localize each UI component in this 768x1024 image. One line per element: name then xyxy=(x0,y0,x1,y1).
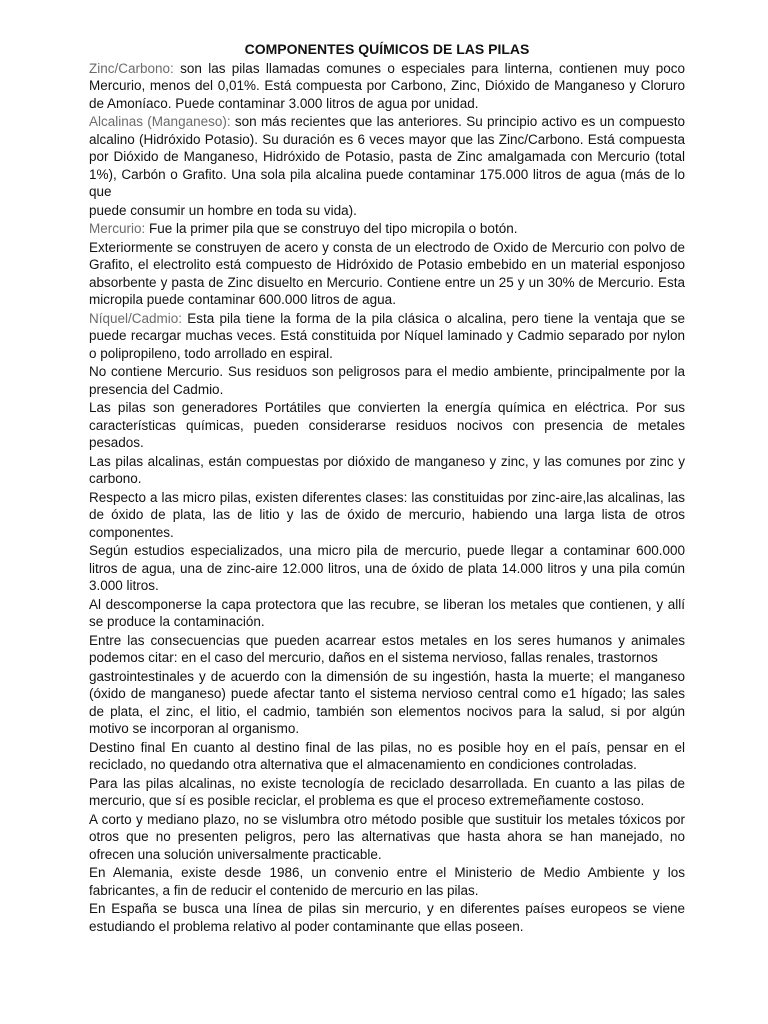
paragraph-text: Al descomponerse la capa protectora que las recubre, se liberan los metales que contienen, y allí se produce la contaminación. xyxy=(89,596,685,629)
paragraph xyxy=(89,60,685,113)
paragraph xyxy=(89,310,685,363)
paragraph xyxy=(89,596,685,631)
paragraph-lead-term: Mercurio: xyxy=(89,221,146,236)
paragraph xyxy=(89,113,685,201)
document-page xyxy=(89,41,685,936)
document-title: COMPONENTES QUÍMICOS DE LAS PILAS xyxy=(244,41,530,57)
paragraph-text: Respecto a las micro pilas, existen diferentes clases: las constituidas por zinc-aire,las alcalinas, las de óxido de plata, las de litio y las de óxido de mercurio, habiendo una larga lista de otros componentes. xyxy=(89,489,685,540)
paragraph-text: En Alemania, existe desde 1986, un convenio entre el Ministerio de Medio Ambiente y los fabricantes, a fin de reducir el contenido de mercurio en las pilas. xyxy=(89,865,685,898)
paragraph-text: Las pilas son generadores Portátiles que convierten la energía química en eléctrica. Por sus características químicas, pueden considerarse residuos nocivos con presencia de metales pesados. xyxy=(89,400,685,450)
paragraph xyxy=(89,739,685,774)
paragraph-text: son las pilas llamadas comunes o especiales para linterna, contienen muy poco Mercurio, menos del 0,01%. Está compuesta por Carbono, Zinc, Dióxido de Manganeso y Cloruro de Amoníaco. Puede contaminar 3.000 litros de agua por unidad. xyxy=(89,60,685,111)
paragraph xyxy=(89,363,685,398)
paragraph xyxy=(89,239,685,309)
paragraph-text: Destino final En cuanto al destino final de las pilas, no es posible hoy en el país, pensar en el reciclado, no quedando otra alternativa que el almacenamiento en condiciones controladas. xyxy=(89,739,685,772)
paragraph-text: No contiene Mercurio. Sus residuos son peligrosos para el medio ambiente, principalmente por la presencia del Cadmio. xyxy=(89,364,685,397)
paragraph xyxy=(89,399,685,452)
paragraph xyxy=(89,453,685,488)
paragraph-text: puede consumir un hombre en toda su vida). xyxy=(89,202,357,218)
paragraph-lead-term: Alcalinas (Manganeso): xyxy=(89,114,231,129)
paragraph xyxy=(89,202,685,220)
paragraph xyxy=(89,775,685,810)
paragraph-text: Entre las consecuencias que pueden acarrear estos metales en los seres humanos y animales podemos citar: en el caso del mercurio, daños en el sistema nervioso, fallas renales, trastornos xyxy=(89,632,685,665)
paragraph xyxy=(89,864,685,899)
paragraph xyxy=(89,632,685,667)
paragraph xyxy=(89,811,685,864)
paragraph-lead-term: Zinc/Carbono: xyxy=(89,60,174,76)
document-body xyxy=(89,60,685,936)
paragraph xyxy=(89,542,685,595)
paragraph xyxy=(89,220,685,238)
paragraph xyxy=(89,489,685,542)
paragraph-text: A corto y mediano plazo, no se vislumbra otro método posible que sustituir los metales tóxicos por otros que no presenten peligros, pero las alternativas que hasta ahora se han manejado, no ofrecen una solución universalmente practicable. xyxy=(89,811,685,862)
paragraph-text: Fue la primer pila que se construyo del tipo micropila o botón. xyxy=(145,221,518,236)
paragraph-lead-term: Níquel/Cadmio: xyxy=(89,310,183,326)
paragraph-text: gastrointestinales y de acuerdo con la dimensión de su ingestión, hasta la muerte; el manganeso (óxido de manganeso) puede afectar tanto el sistema nervioso central como e1 hígado; las sales de plata, el zinc, el litio, el cadmio, también son elementos nocivos para la salud, si por algún motivo se incorporan al organismo. xyxy=(89,668,685,736)
paragraph-text: Esta pila tiene la forma de la pila clásica o alcalina, pero tiene la ventaja que se puede recargar muchas veces. Está constituida por Níquel laminado y Cadmio separado por nylon o polipropileno, todo arrollado en espiral. xyxy=(89,310,685,361)
paragraph xyxy=(89,900,685,935)
paragraph-text: son más recientes que las anteriores. Su principio activo es un compuesto alcalino (Hidróxido Potasio). Su duración es 6 veces mayor que las Zinc/Carbono. Está compuesta por Dióxido de Manganeso, Hidróxido de Potasio, pasta de Zinc amalgamada con Mercurio (total 1%), Carbón o Grafito. Una sola pila alcalina puede contaminar 175.000 litros de agua (más de lo que xyxy=(89,114,685,199)
paragraph xyxy=(89,668,685,738)
paragraph-text: Las pilas alcalinas, están compuestas por dióxido de manganeso y zinc, y las comunes por zinc y carbono. xyxy=(89,453,685,486)
paragraph-text: En España se busca una línea de pilas sin mercurio, y en diferentes países europeos se viene estudiando el problema relativo al poder contaminante que ellas poseen. xyxy=(89,901,685,934)
paragraph-text: Según estudios especializados, una micro pila de mercurio, puede llegar a contaminar 600.000 litros de agua, una de zinc-aire 12.000 litros, una de óxido de plata 14.000 litros y una pila común 3.000 litros. xyxy=(89,543,685,593)
paragraph-text: Para las pilas alcalinas, no existe tecnología de reciclado desarrollada. En cuanto a las pilas de mercurio, que sí es posible reciclar, el problema es que el proceso extremeñamente costoso. xyxy=(89,775,685,808)
paragraph-text: Exteriormente se construyen de acero y consta de un electrodo de Oxido de Mercurio con polvo de Grafito, el electrolito está compuesto de Hidróxido de Potasio embebido en un material esponjoso absorbente y pasta de Zinc disuelto en Mercurio. Contiene entre un 25 y un 30% de Mercurio. Esta micropila puede contaminar 600.000 litros de agua. xyxy=(89,239,685,307)
